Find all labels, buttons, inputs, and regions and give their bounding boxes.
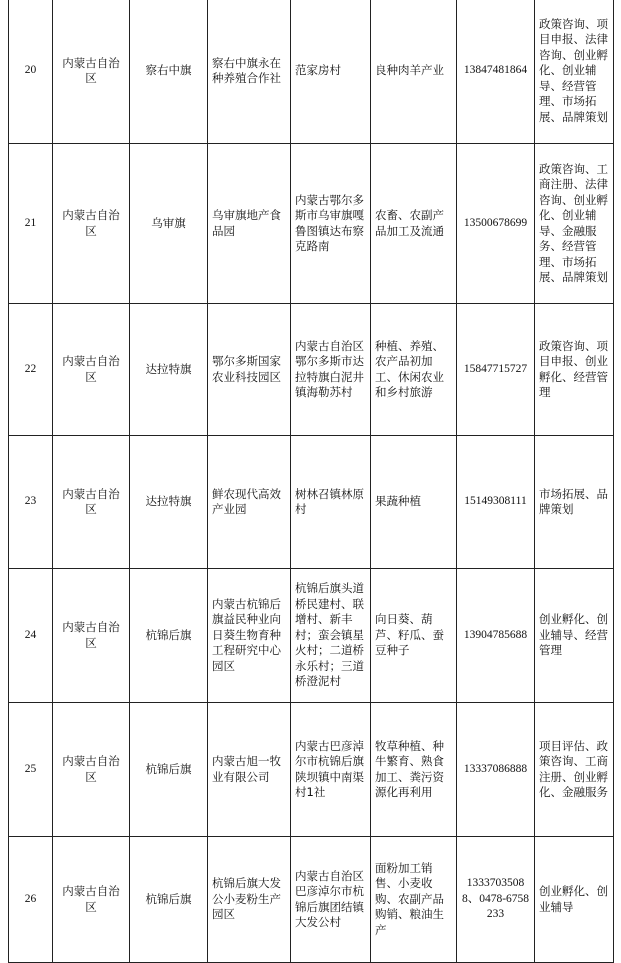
region-cell: 内蒙古自治区 <box>53 436 130 569</box>
row-number: 20 <box>9 0 53 144</box>
address-cell: 内蒙古巴彦淖尔市杭锦后旗陕坝镇中南渠村1社 <box>291 703 371 837</box>
county-cell: 乌审旗 <box>130 144 208 304</box>
services-cell: 政策咨询、工商注册、法律咨询、创业孵化、创业辅导、金融服务、经营管理、市场拓展、品牌策划 <box>535 144 614 304</box>
phone-cell: 15149308111 <box>457 436 535 569</box>
address-cell: 内蒙古鄂尔多斯市乌审旗嘎鲁图镇达布察克路南 <box>291 144 371 304</box>
row-number: 21 <box>9 144 53 304</box>
industry-cell: 农畜、农副产品加工及流通 <box>371 144 457 304</box>
table-row <box>9 0 614 144</box>
park-name-cell: 鄂尔多斯国家农业科技园区 <box>208 304 291 436</box>
region-cell: 内蒙古自治区 <box>53 569 130 703</box>
table-row <box>9 436 614 569</box>
industry-cell: 牧草种植、种牛繁育、熟食加工、粪污资源化再利用 <box>371 703 457 837</box>
address-cell: 内蒙古自治区巴彦淖尔市杭锦后旗团结镇大发公村 <box>291 837 371 963</box>
park-name-cell: 察右中旗永在种养殖合作社 <box>208 0 291 144</box>
address-cell: 杭锦后旗头道桥民建村、联增村、新丰村；蛮会镇星火村；二道桥永乐村；三道桥澄泥村 <box>291 569 371 703</box>
address-cell: 内蒙古自治区鄂尔多斯市达拉特旗白泥井镇海勒苏村 <box>291 304 371 436</box>
phone-cell: 13337035088、0478-6758233 <box>457 837 535 963</box>
region-cell: 内蒙古自治区 <box>53 837 130 963</box>
services-cell: 创业孵化、创业辅导 <box>535 837 614 963</box>
county-cell: 杭锦后旗 <box>130 703 208 837</box>
phone-cell: 15847715727 <box>457 304 535 436</box>
industry-cell: 面粉加工销售、小麦收购、农副产品购销、粮油生产 <box>371 837 457 963</box>
table-row <box>9 837 614 963</box>
services-cell: 政策咨询、项目申报、创业孵化、经营管理 <box>535 304 614 436</box>
industry-cell: 向日葵、葫芦、籽瓜、蚕豆种子 <box>371 569 457 703</box>
table-row <box>9 569 614 703</box>
row-number: 26 <box>9 837 53 963</box>
county-cell: 察右中旗 <box>130 0 208 144</box>
phone-cell: 13904785688 <box>457 569 535 703</box>
park-name-cell: 鲜农现代高效产业园 <box>208 436 291 569</box>
services-cell: 项目评估、政策咨询、工商注册、创业孵化、金融服务 <box>535 703 614 837</box>
county-cell: 达拉特旗 <box>130 304 208 436</box>
services-cell: 政策咨询、项目申报、法律咨询、创业孵化、创业辅导、经营管理、市场拓展、品牌策划 <box>535 0 614 144</box>
region-cell: 内蒙古自治区 <box>53 304 130 436</box>
industry-cell: 种植、养殖、农产品初加工、休闲农业和乡村旅游 <box>371 304 457 436</box>
row-number: 22 <box>9 304 53 436</box>
park-name-cell: 杭锦后旗大发公小麦粉生产园区 <box>208 837 291 963</box>
services-cell: 创业孵化、创业辅导、经营管理 <box>535 569 614 703</box>
services-cell: 市场拓展、品牌策划 <box>535 436 614 569</box>
region-cell: 内蒙古自治区 <box>53 703 130 837</box>
park-name-cell: 内蒙古杭锦后旗益民种业向日葵生物育种工程研究中心园区 <box>208 569 291 703</box>
table-row <box>9 144 614 304</box>
phone-cell: 13337086888 <box>457 703 535 837</box>
table-row <box>9 703 614 837</box>
address-cell: 范家房村 <box>291 0 371 144</box>
park-name-cell: 乌审旗地产食品园 <box>208 144 291 304</box>
row-number: 23 <box>9 436 53 569</box>
address-cell: 树林召镇林原村 <box>291 436 371 569</box>
industry-cell: 果蔬种植 <box>371 436 457 569</box>
phone-cell: 13500678699 <box>457 144 535 304</box>
park-name-cell: 内蒙古旭一牧业有限公司 <box>208 703 291 837</box>
region-cell: 内蒙古自治区 <box>53 0 130 144</box>
industry-cell: 良种肉羊产业 <box>371 0 457 144</box>
table-body <box>9 0 614 963</box>
row-number: 25 <box>9 703 53 837</box>
park-table <box>8 0 614 963</box>
phone-cell: 13847481864 <box>457 0 535 144</box>
row-number: 24 <box>9 569 53 703</box>
region-cell: 内蒙古自治区 <box>53 144 130 304</box>
county-cell: 杭锦后旗 <box>130 837 208 963</box>
county-cell: 杭锦后旗 <box>130 569 208 703</box>
county-cell: 达拉特旗 <box>130 436 208 569</box>
table-row <box>9 304 614 436</box>
